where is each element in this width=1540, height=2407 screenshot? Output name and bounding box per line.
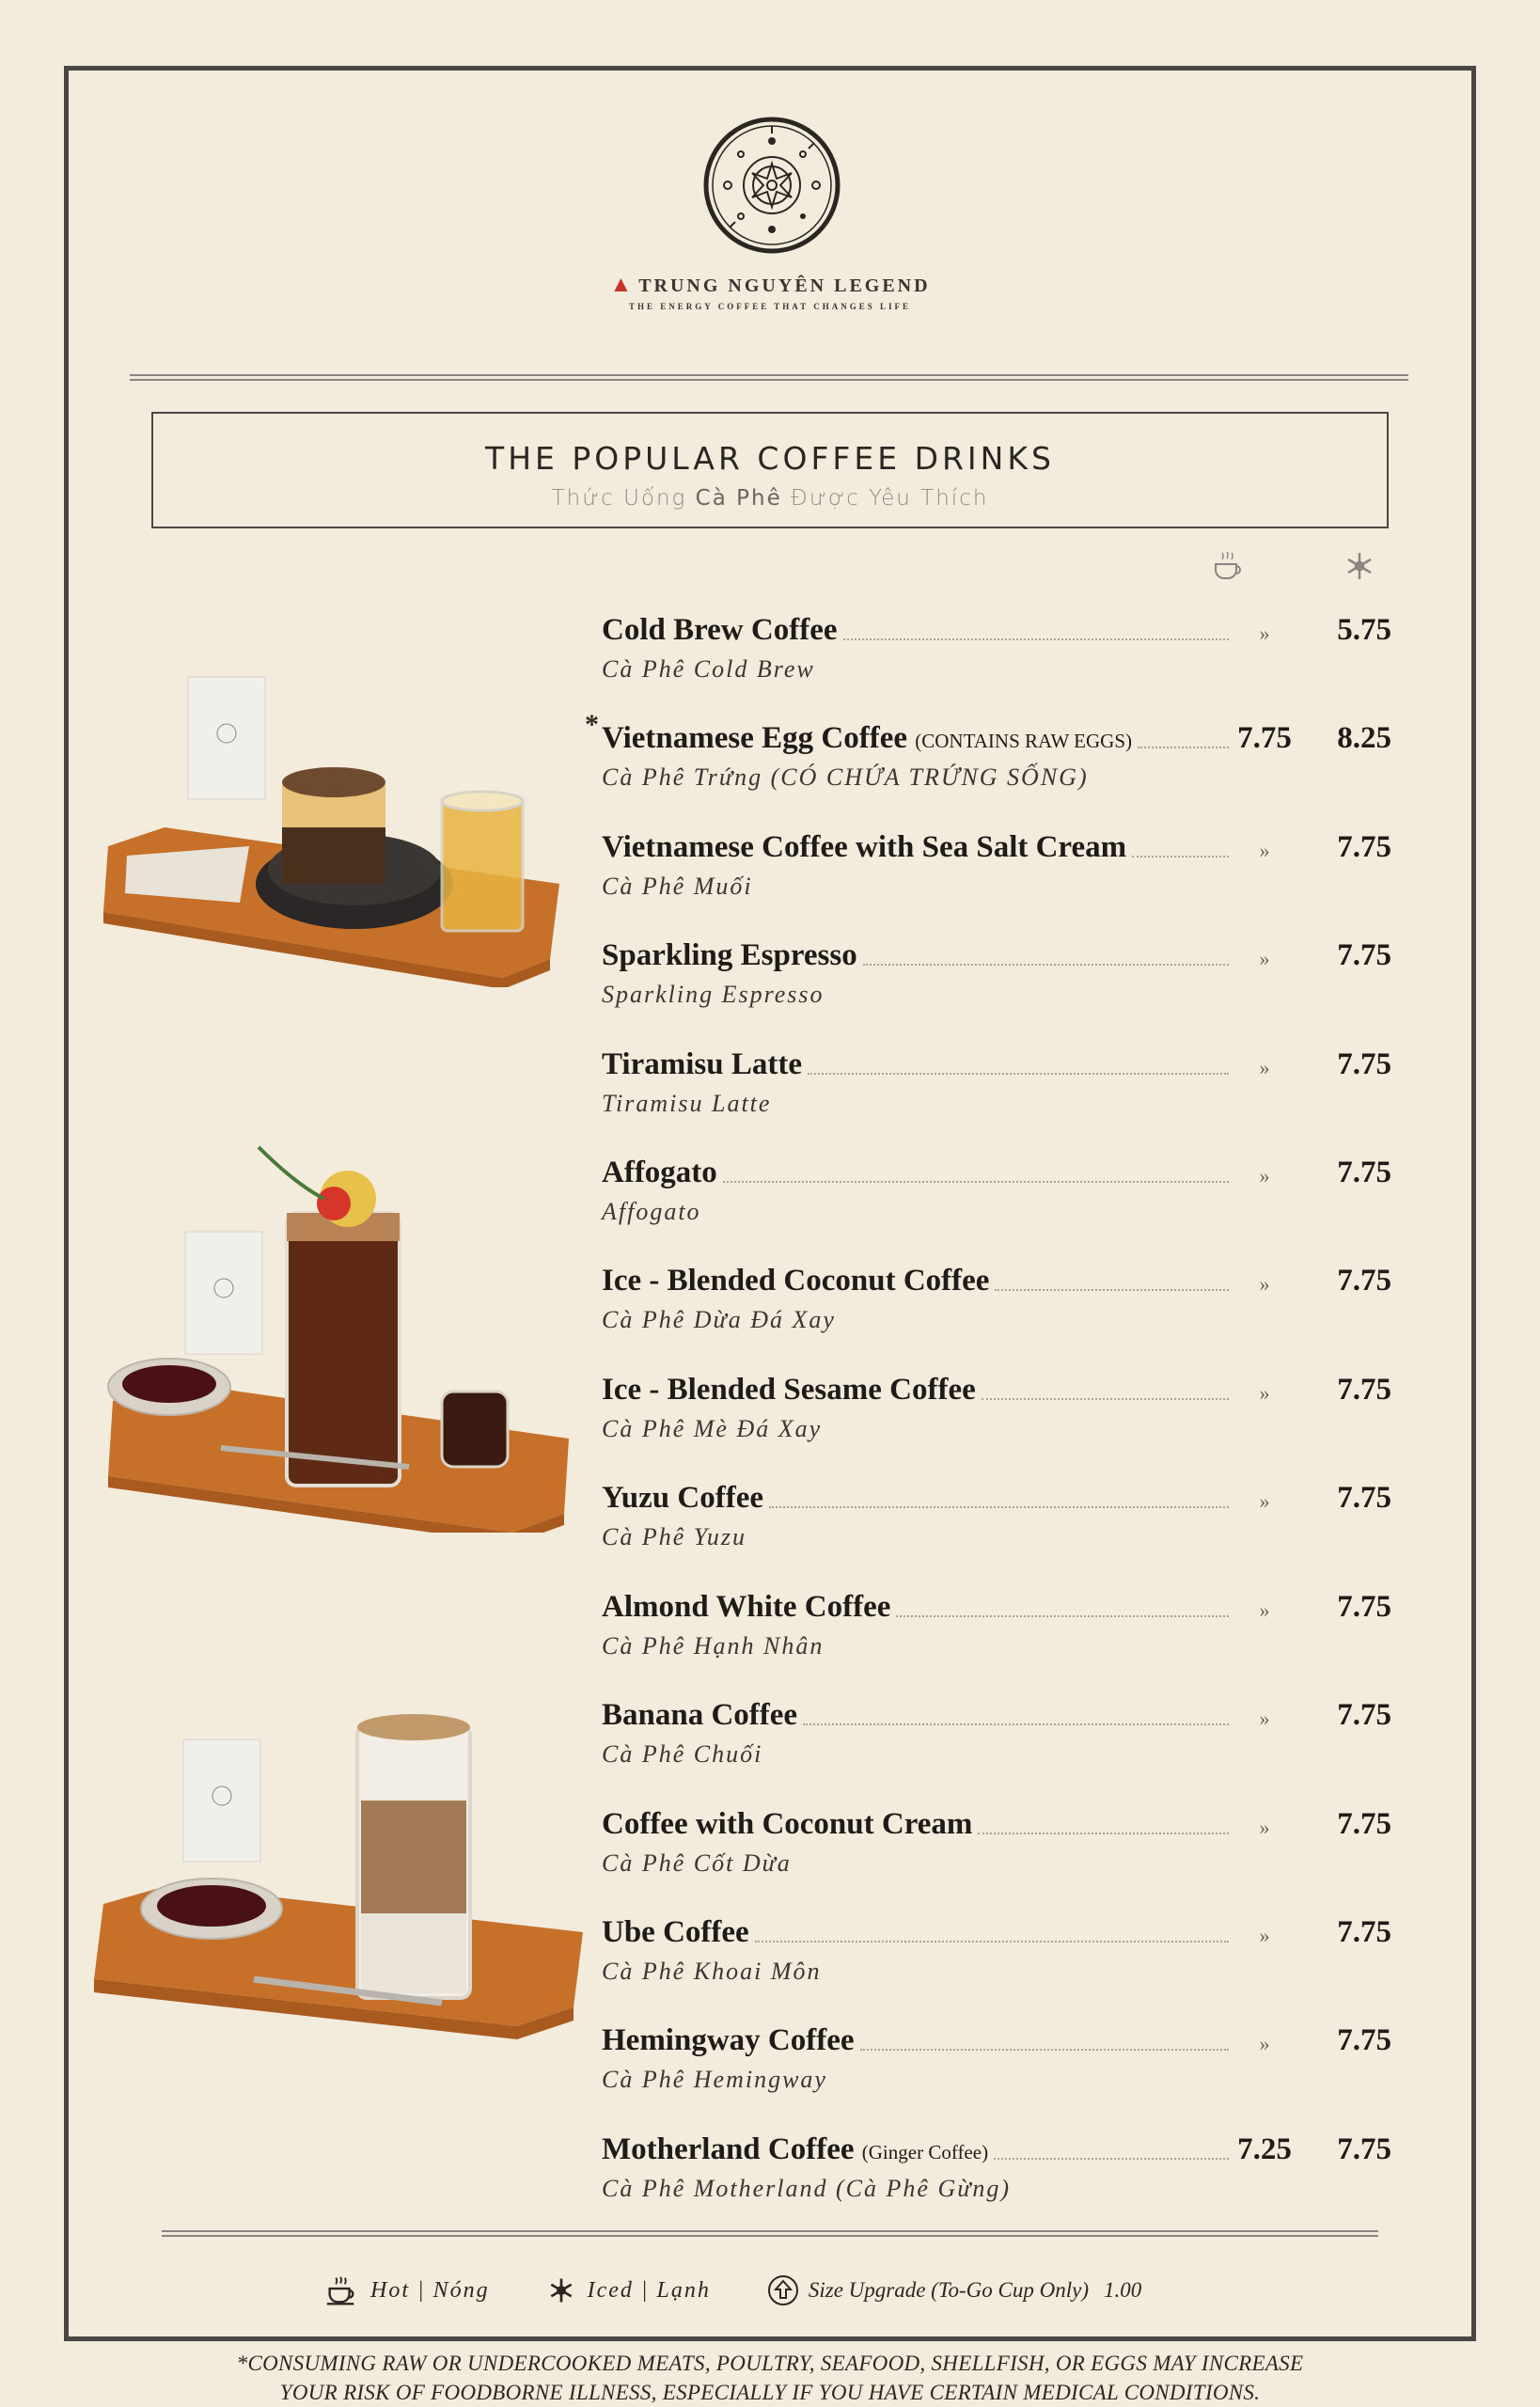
price-iced: 7.75 <box>1337 1264 1391 1298</box>
menu-item <box>602 1366 1391 1470</box>
dot-leader <box>995 1289 1229 1291</box>
snowflake-icon <box>1343 547 1376 585</box>
dot-leader <box>978 1833 1229 1834</box>
chevron-right-icon: » <box>1259 1707 1270 1730</box>
latte-photo <box>85 1697 583 2054</box>
price-iced: 8.25 <box>1337 721 1391 755</box>
dot-leader <box>808 1073 1229 1075</box>
item-vietnamese-name: Cà Phê Yuzu <box>602 1523 746 1550</box>
item-name: Sparkling Espresso <box>602 938 857 972</box>
price-iced: 7.75 <box>1337 830 1391 864</box>
item-name: Affogato <box>602 1156 717 1189</box>
price-iced: 7.75 <box>1337 2023 1391 2057</box>
chevron-right-icon: » <box>1259 947 1270 970</box>
chevron-right-icon: » <box>1259 1056 1270 1079</box>
item-vietnamese-name: Cà Phê Hemingway <box>602 2066 827 2093</box>
price-iced: 7.75 <box>1337 2132 1391 2166</box>
menu-item <box>585 709 1391 818</box>
section-subtitle: Thức Uống Cà Phê Được Yêu Thích <box>551 486 989 511</box>
price-iced: 7.75 <box>1337 1698 1391 1732</box>
item-vietnamese-name: Tiramisu Latte <box>602 1090 772 1117</box>
chevron-right-icon: » <box>1259 621 1270 645</box>
dot-leader <box>1132 856 1229 857</box>
dot-leader <box>803 1723 1229 1725</box>
chevron-right-icon: » <box>1259 1489 1270 1513</box>
item-name: Ube Coffee <box>602 1915 749 1949</box>
item-name: Cold Brew Coffee <box>602 613 838 647</box>
item-name: Motherland Coffee (Ginger Coffee) <box>602 2132 989 2166</box>
raw-egg-asterisk: * <box>585 709 599 740</box>
chevron-right-icon: » <box>1259 1924 1270 1947</box>
legend-size-upgrade: Size Upgrade (To-Go Cup Only) <box>808 2278 1089 2302</box>
price-iced: 7.75 <box>1337 1590 1391 1624</box>
item-vietnamese-name: Cà Phê Khoai Môn <box>602 1958 822 1985</box>
header-divider <box>130 374 1408 381</box>
menu-item <box>602 1474 1391 1578</box>
menu-item <box>602 1149 1391 1252</box>
chevron-right-icon: » <box>1259 1272 1270 1296</box>
chevron-right-icon: » <box>1259 1164 1270 1188</box>
hot-cup-icon <box>1209 547 1247 585</box>
disclaimer-line-2: YOUR RISK OF FOODBORNE ILLNESS, ESPECIALLY IF YOU HAVE CERTAIN MEDICAL CONDITIONS. <box>279 2381 1261 2404</box>
brand-block <box>0 273 1540 311</box>
item-vietnamese-name: Cà Phê Motherland (Cà Phê Gừng) <box>602 2175 1012 2202</box>
dot-leader <box>982 1398 1229 1400</box>
item-name: Banana Coffee <box>602 1698 798 1732</box>
price-iced: 7.75 <box>1337 1373 1391 1407</box>
price-hot: 7.25 <box>1237 2132 1292 2166</box>
item-vietnamese-name: Cà Phê Hạnh Nhân <box>602 1632 825 1660</box>
dot-leader <box>769 1506 1229 1508</box>
menu-item <box>602 606 1391 710</box>
dot-leader <box>843 638 1230 640</box>
dot-leader <box>863 964 1229 966</box>
menu-item <box>602 2126 1391 2229</box>
menu-item <box>602 1909 1391 2012</box>
dot-leader <box>755 1941 1229 1943</box>
item-vietnamese-name: Cà Phê Trứng (CÓ CHỨA TRỨNG SỐNG) <box>602 763 1089 791</box>
price-iced: 7.75 <box>1337 1481 1391 1515</box>
chevron-right-icon: » <box>1259 1816 1270 1839</box>
chevron-right-icon: » <box>1259 1598 1270 1622</box>
section-title: THE POPULAR COFFEE DRINKS <box>485 440 1055 477</box>
legend <box>323 2270 1141 2311</box>
brand-name: TRUNG NGUYÊN LEGEND <box>638 275 931 296</box>
item-vietnamese-name: Cà Phê Cold Brew <box>602 655 815 683</box>
item-name: Almond White Coffee <box>602 1590 891 1624</box>
menu-item <box>602 1041 1391 1144</box>
price-iced: 5.75 <box>1337 613 1391 647</box>
footer-divider <box>162 2230 1378 2237</box>
dot-leader <box>1138 747 1229 748</box>
dot-leader <box>994 2158 1229 2160</box>
egg-coffee-photo <box>99 668 559 987</box>
size-upgrade-icon <box>767 2274 799 2306</box>
item-vietnamese-name: Sparkling Espresso <box>602 981 825 1008</box>
price-iced: 7.75 <box>1337 1156 1391 1189</box>
legend-iced: Iced | Lạnh <box>587 2277 711 2303</box>
menu-item <box>602 932 1391 1035</box>
item-vietnamese-name: Cà Phê Chuối <box>602 1740 763 1768</box>
menu-item <box>602 1257 1391 1361</box>
dot-leader <box>860 2049 1229 2051</box>
price-iced: 7.75 <box>1337 1915 1391 1949</box>
legend-size-upgrade-price: 1.00 <box>1104 2278 1142 2302</box>
hot-cup-icon <box>323 2273 359 2308</box>
brand-flag-icon: ▲ <box>609 273 636 297</box>
brand-emblem-icon <box>701 115 842 256</box>
item-name: Vietnamese Egg Coffee (CONTAINS RAW EGGS) <box>602 721 1133 755</box>
price-iced: 7.75 <box>1337 938 1391 972</box>
chevron-right-icon: » <box>1259 2032 1270 2055</box>
item-name: Coffee with Coconut Cream <box>602 1807 973 1841</box>
sparkling-espresso-photo <box>99 1138 569 1533</box>
legend-hot: Hot | Nóng <box>370 2277 490 2303</box>
allergen-disclaimer <box>0 2349 1540 2407</box>
item-name: Ice - Blended Sesame Coffee <box>602 1373 976 1407</box>
item-vietnamese-name: Cà Phê Mè Đá Xay <box>602 1415 823 1442</box>
menu-item <box>602 1801 1391 1904</box>
dot-leader <box>723 1181 1229 1183</box>
dot-leader <box>896 1615 1229 1617</box>
price-iced: 7.75 <box>1337 1047 1391 1081</box>
item-name: Tiramisu Latte <box>602 1047 802 1081</box>
item-vietnamese-name: Cà Phê Muối <box>602 873 753 900</box>
disclaimer-line-1: *CONSUMING RAW OR UNDERCOOKED MEATS, POULTRY, SEAFOOD, SHELLFISH, OR EGGS MAY INCREASE <box>236 2352 1304 2375</box>
item-name: Hemingway Coffee <box>602 2023 855 2057</box>
item-name: Vietnamese Coffee with Sea Salt Cream <box>602 830 1127 864</box>
item-vietnamese-name: Cà Phê Dừa Đá Xay <box>602 1306 836 1333</box>
section-title-box <box>151 412 1389 528</box>
brand-tagline: THE ENERGY COFFEE THAT CHANGES LIFE <box>629 302 911 311</box>
menu-item <box>602 1583 1391 1687</box>
item-name: Yuzu Coffee <box>602 1481 764 1515</box>
menu-item <box>602 824 1391 927</box>
item-note: (Ginger Coffee) <box>861 2141 989 2163</box>
price-hot: 7.75 <box>1237 721 1292 755</box>
item-name: Ice - Blended Coconut Coffee <box>602 1264 990 1298</box>
snowflake-icon <box>546 2273 576 2307</box>
item-vietnamese-name: Cà Phê Cốt Dừa <box>602 1849 792 1877</box>
chevron-right-icon: » <box>1259 1381 1270 1405</box>
item-note: (CONTAINS RAW EGGS) <box>915 730 1133 752</box>
price-iced: 7.75 <box>1337 1807 1391 1841</box>
menu-item <box>602 1691 1391 1795</box>
item-vietnamese-name: Affogato <box>602 1198 701 1225</box>
menu-item <box>602 2017 1391 2120</box>
chevron-right-icon: » <box>1259 839 1270 862</box>
